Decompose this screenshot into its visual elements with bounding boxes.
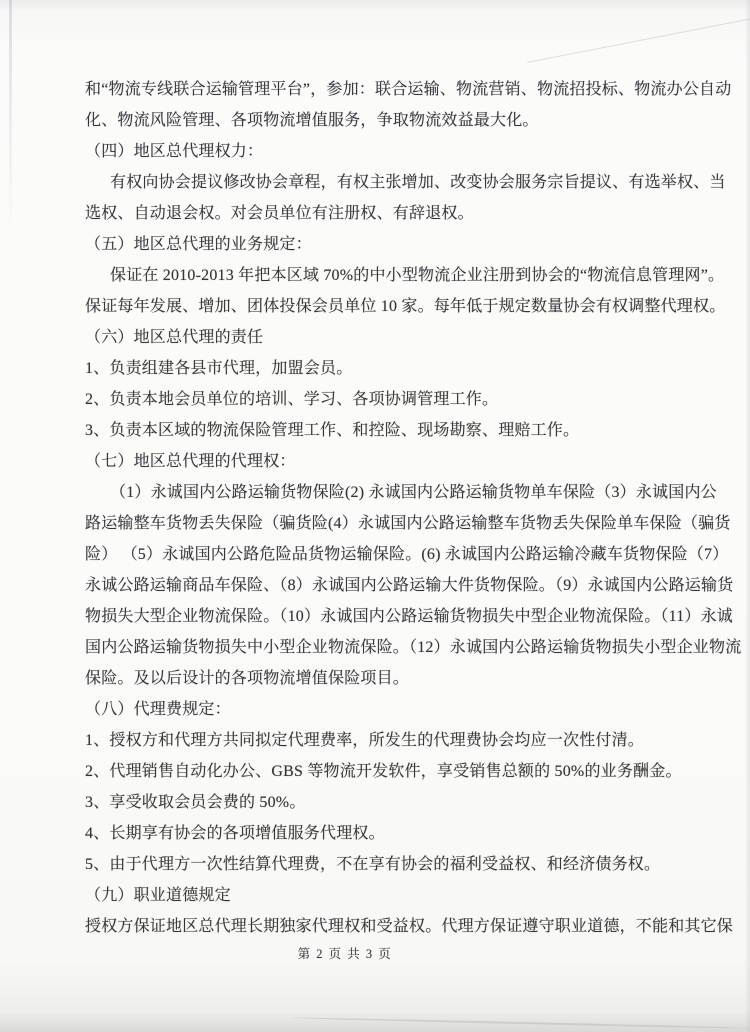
text-line: 化、物流风险管理、各项物流增值服务，争取物流效益最大化。: [85, 112, 539, 129]
text-line: 授权方保证地区总代理长期独家代理权和受益权。代理方保证遵守职业道德，不能和其它保: [85, 918, 734, 935]
scan-edge-right: [745, 0, 750, 1032]
text-line: 1、授权方和代理方共同拟定代理费率，所发生的代理费协会均应一次性付清。: [85, 732, 645, 749]
text-line: （九）职业道德规定: [85, 887, 231, 904]
document-body: [85, 74, 742, 942]
text-line: 和“物流专线联合运输管理平台”，参加：联合运输、物流营销、物流招投标、物流办公自动: [85, 81, 732, 98]
text-line: （五）地区总代理的业务规定：: [85, 236, 312, 253]
text-line: 保险。及以后设计的各项物流增值保险项目。: [85, 670, 410, 687]
text-line: 路运输整车货物丢失保险（骗货险(4）永诚国内公路运输整车货物丢失保险单车保险（骗货: [85, 515, 731, 532]
text-line: 国内公路运输货物损失中小型企业物流保险。（12）永诚国内公路运输货物损失小型企业物流: [85, 639, 742, 656]
text-line: 4、长期享有协会的各项增值服务代理权。: [85, 825, 385, 842]
text-line: 3、享受收取会员会费的 50%。: [85, 794, 306, 811]
text-line: 选权、自动退会权。对会员单位有注册权、有辞退权。: [85, 205, 474, 222]
text-line: （七）地区总代理的代理权：: [85, 453, 296, 470]
scan-shadow-bottom: [290, 1017, 750, 1029]
text-line: 5、由于代理方一次性结算代理费，不在享有协会的福利受益权、和经济债务权。: [85, 856, 661, 873]
text-line: 有权向协会提议修改协会章程，有权主张增加、改变协会服务宗旨提议、有选举权、当: [110, 174, 726, 191]
text-line: （1）永诚国内公路运输货物保险(2) 永诚国内公路运输货物单车保险（3）永诚国内公: [110, 484, 717, 501]
text-line: 保证每年发展、增加、团体投保会员单位 10 家。每年低于规定数量协会有权调整代理权。: [85, 298, 726, 315]
text-line: 永诚公路运输商品车保险、（8）永诚国内公路运输大件货物保险。（9）永诚国内公路运输货: [85, 577, 734, 594]
document-lines: [85, 74, 742, 942]
text-line: 保证在 2010-2013 年把本区域 70%的中小型物流企业注册到协会的“物流信息管理网”。: [110, 267, 725, 284]
text-line: 物损失大型企业物流保险。（10）永诚国内公路运输货物损失中型企业物流保险。（11）永诚: [85, 608, 734, 625]
text-line: （四）地区总代理权力：: [85, 143, 264, 160]
text-line: （八）代理费规定：: [85, 701, 231, 718]
text-line: 1、负责组建各县市代理，加盟会员。: [85, 360, 353, 377]
text-line: 2、代理销售自动化办公、GBS 等物流开发软件，享受销售总额的 50%的业务酬金。: [85, 763, 682, 780]
text-line: 2、负责本地会员单位的培训、学习、各项协调管理工作。: [85, 391, 499, 408]
page-number-footer: 第 2 页 共 3 页: [297, 947, 393, 961]
text-line: 险） （5）永诚国内公路危险品货物运输保险。(6) 永诚国内公路运输冷藏车货物保险（7）: [85, 546, 729, 563]
scan-crease-left: [9, 0, 12, 235]
scan-crease-top-right: [527, 14, 750, 63]
text-line: 3、负责本区域的物流保险管理工作、和控险、现场勘察、理赔工作。: [85, 422, 580, 439]
text-line: （六）地区总代理的责任: [85, 329, 264, 346]
